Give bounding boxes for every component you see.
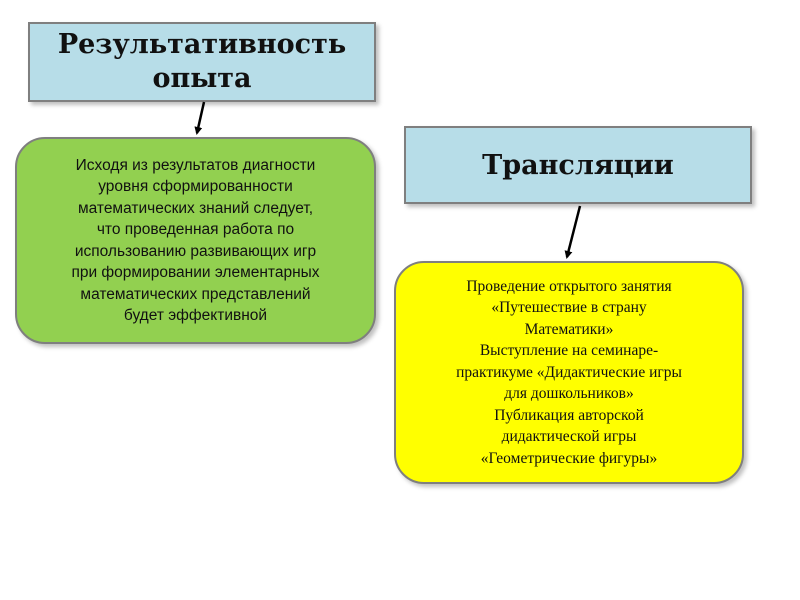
result-text-line: уровня сформированности bbox=[98, 178, 293, 195]
translation-text-line: практикуме «Дидактические игры bbox=[456, 363, 682, 381]
translation-text-line: «Путешествие в страну bbox=[491, 299, 647, 317]
result-text-line: математических представлений bbox=[80, 285, 311, 303]
translation-title: Трансляции bbox=[482, 149, 674, 181]
translation-text-line: дидактической игры bbox=[501, 428, 637, 446]
result-arrow bbox=[197, 102, 204, 133]
translation-text-line: Проведение открытого занятия bbox=[466, 277, 672, 295]
translation-arrow bbox=[567, 206, 580, 257]
translation-text-line: «Геометрические фигуры» bbox=[480, 449, 658, 467]
translation-text-line: Публикация авторской bbox=[494, 406, 644, 424]
result-text-line: что проведенная работа по bbox=[96, 221, 295, 238]
result-text-line: Исходя из результатов диагности bbox=[75, 156, 316, 174]
translation-text-line: Математики» bbox=[524, 320, 614, 338]
result-text-line: будет эффективной bbox=[123, 307, 268, 324]
result-title-line1: Результативность bbox=[57, 29, 347, 60]
result-text-line: математических знаний следует, bbox=[77, 199, 314, 217]
translation-text-line: Выступление на семинаре- bbox=[479, 342, 659, 360]
result-text-line: использованию развивающих игр bbox=[74, 242, 317, 260]
translation-text-line: для дошкольников» bbox=[504, 385, 634, 403]
result-title-line2: опыта bbox=[152, 63, 252, 94]
result-text-line: при формировании элементарных bbox=[71, 264, 320, 281]
